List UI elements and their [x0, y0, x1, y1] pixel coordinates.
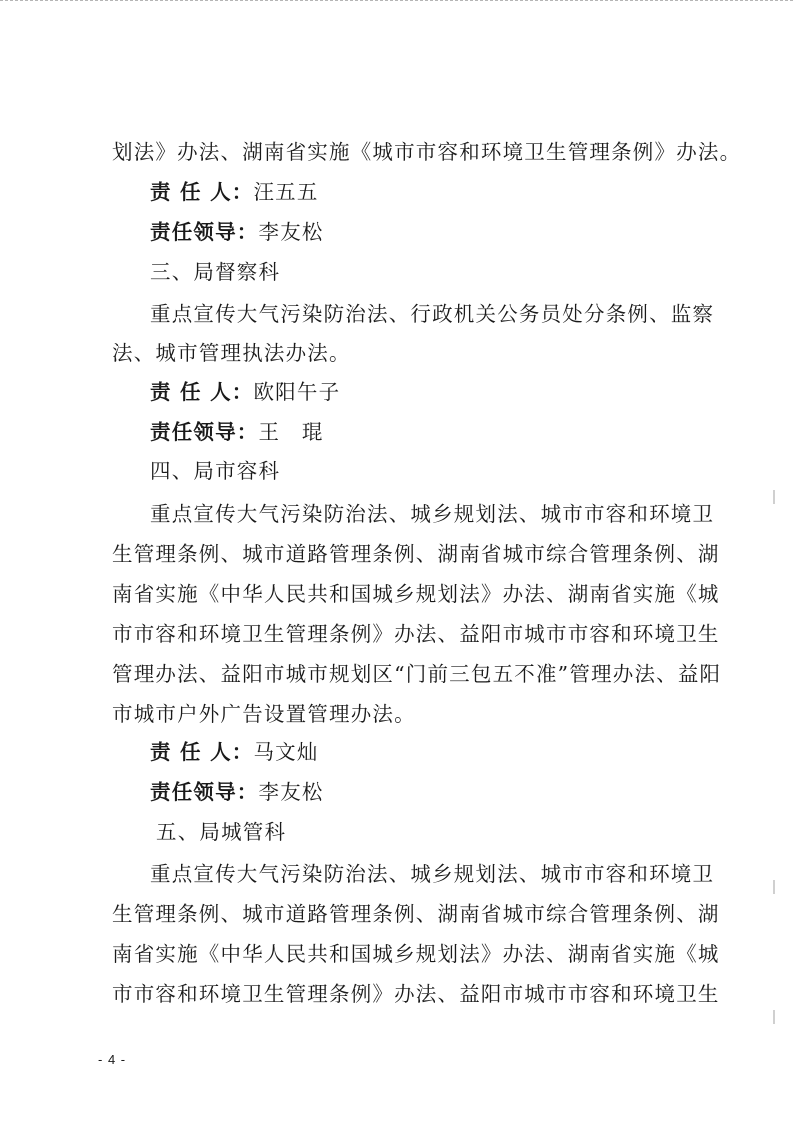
section-heading: 四、局市容科 [150, 459, 281, 483]
responsible-person-label: 责 任 人： [150, 380, 254, 404]
responsible-person-row [150, 738, 319, 766]
paragraph-line: 市市容和环境卫生管理条例》办法、益阳市城市市容和环境卫生 [112, 622, 720, 646]
responsible-leader-label: 责任领导： [150, 420, 259, 444]
scan-mark [773, 880, 775, 894]
section-heading: 五、局城管科 [156, 820, 287, 844]
responsible-person-label: 责 任 人： [150, 180, 254, 204]
paragraph-line: 管理办法、益阳市城市规划区“门前三包五不准”管理办法、益阳 [112, 662, 722, 686]
responsible-leader-label: 责任领导： [150, 780, 259, 804]
responsible-leader-value: 李友松 [258, 780, 324, 804]
paragraph-line: 生管理条例、城市道路管理条例、湖南省城市综合管理条例、湖 [112, 542, 720, 566]
responsible-leader-value: 李友松 [258, 220, 324, 244]
section-heading: 三、局督察科 [150, 260, 281, 284]
responsible-leader-row [150, 218, 324, 246]
paragraph-line: 法、城市管理执法办法。 [112, 341, 351, 365]
scan-mark [773, 490, 775, 504]
responsible-person-value: 汪五五 [253, 180, 319, 204]
responsible-person-value: 马文灿 [253, 740, 319, 764]
paragraph-line: 重点宣传大气污染防治法、城乡规划法、城市市容和环境卫 [150, 862, 715, 886]
scan-mark [773, 1010, 775, 1024]
paragraph-line: 南省实施《中华人民共和国城乡规划法》办法、湖南省实施《城 [112, 942, 720, 966]
responsible-leader-label: 责任领导： [150, 220, 259, 244]
page-number: - 4 - [98, 1052, 127, 1067]
paragraph-line: 市市容和环境卫生管理条例》办法、益阳市城市市容和环境卫生 [112, 982, 720, 1006]
responsible-leader-row [150, 778, 324, 806]
paragraph-line: 重点宣传大气污染防治法、行政机关公务员处分条例、监察 [150, 302, 715, 326]
responsible-person-label: 责 任 人： [150, 740, 254, 764]
responsible-person-row [150, 178, 319, 206]
paragraph-line: 重点宣传大气污染防治法、城乡规划法、城市市容和环境卫 [150, 502, 715, 526]
responsible-leader-row [150, 418, 324, 446]
responsible-person-value: 欧阳午子 [253, 380, 341, 404]
paragraph-line: 划法》办法、湖南省实施《城市市容和环境卫生管理条例》办法。 [112, 140, 742, 164]
paragraph-line: 市城市户外广告设置管理办法。 [112, 702, 416, 726]
paragraph-line: 生管理条例、城市道路管理条例、湖南省城市综合管理条例、湖 [112, 902, 720, 926]
responsible-person-row [150, 378, 340, 406]
paragraph-line: 南省实施《中华人民共和国城乡规划法》办法、湖南省实施《城 [112, 582, 720, 606]
responsible-leader-value: 王 琨 [258, 420, 324, 444]
